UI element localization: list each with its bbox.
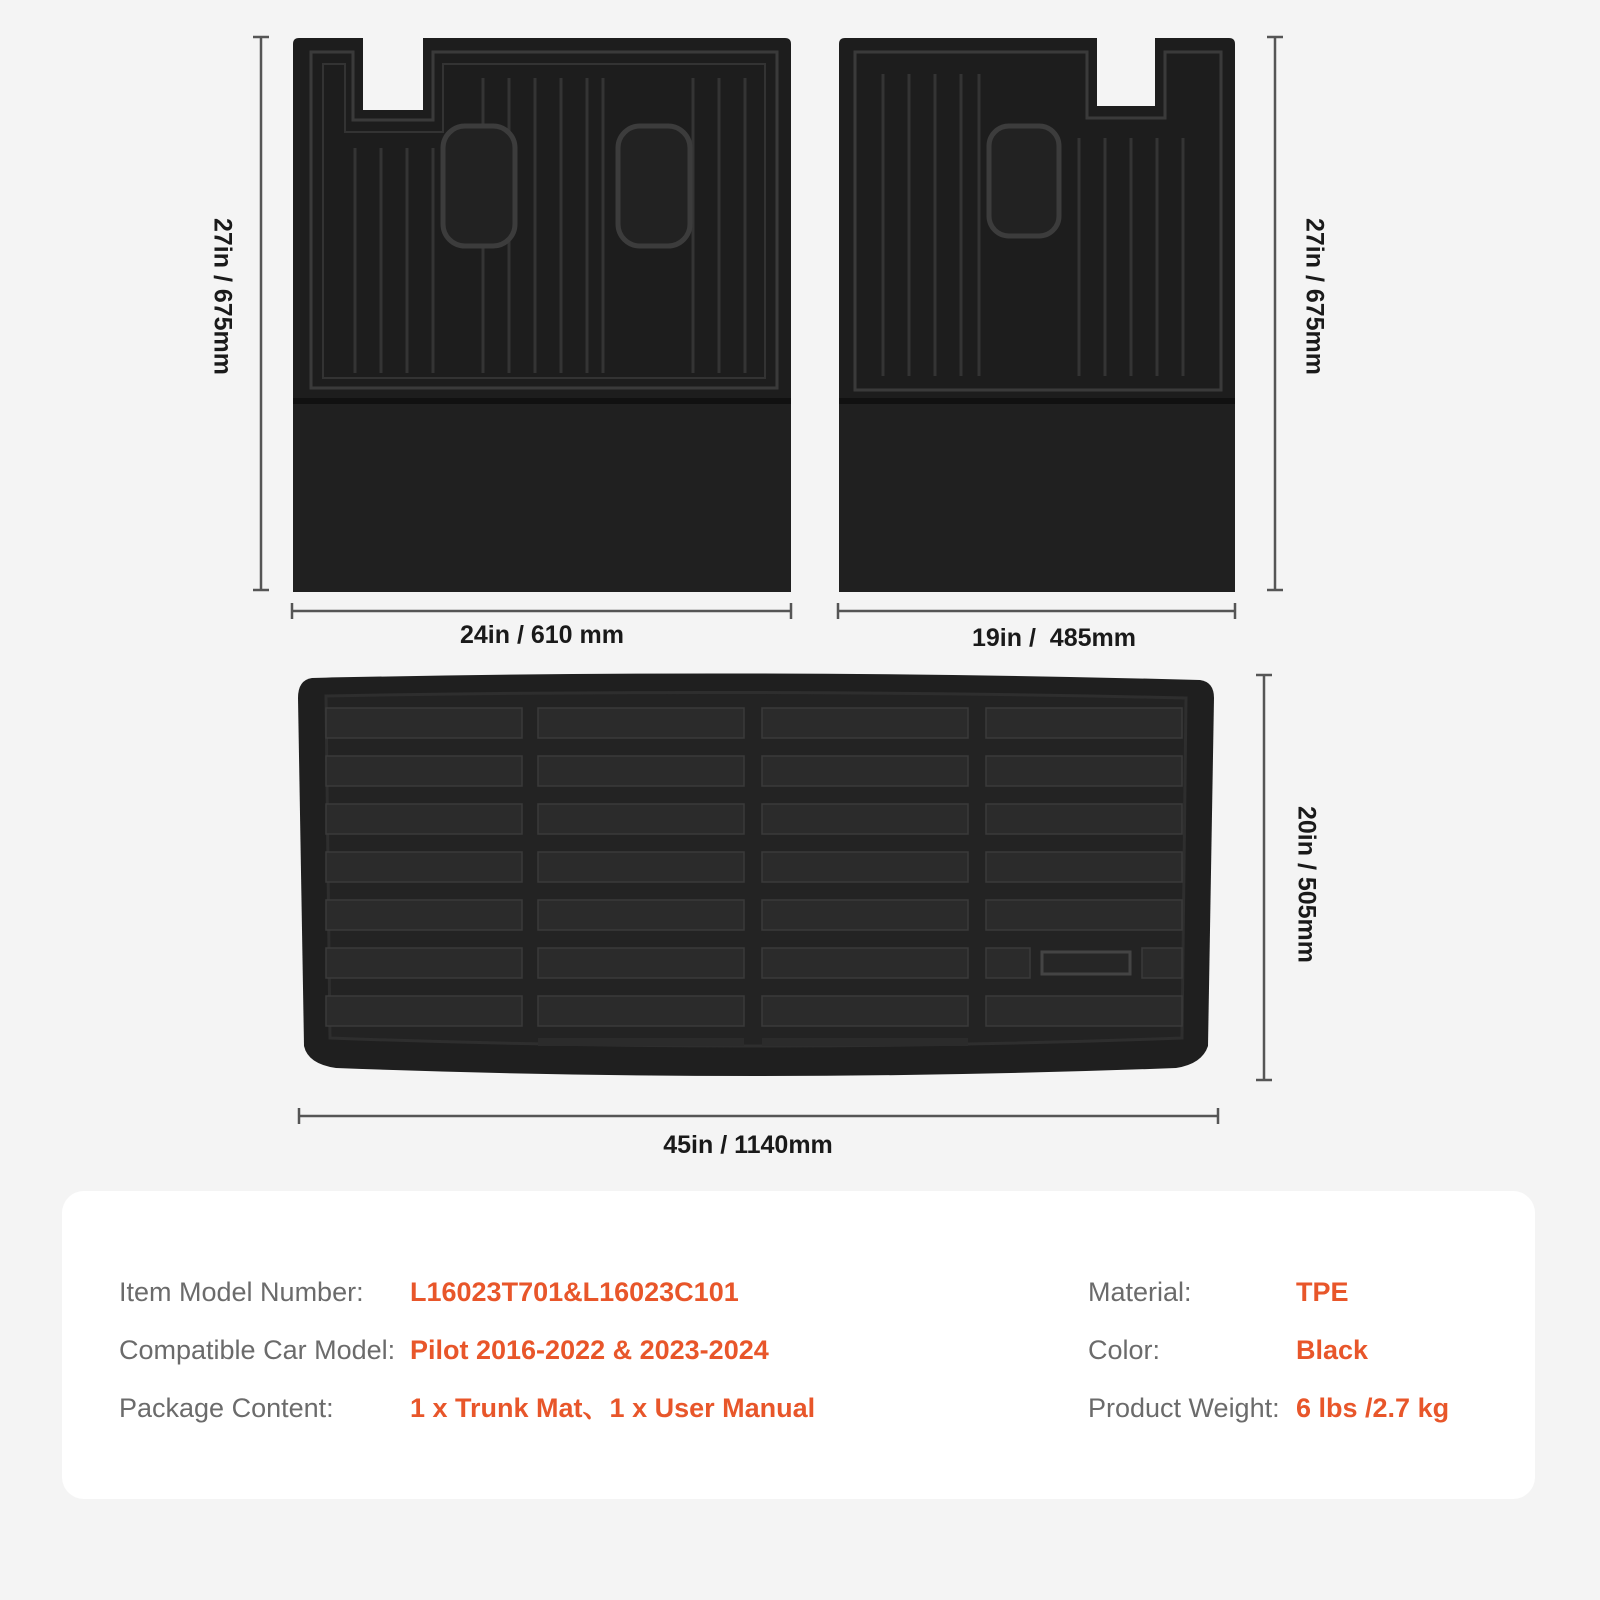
spec-value-color: Black [1296, 1335, 1369, 1365]
right-mat-height-label: 27in / 675mm [1300, 217, 1329, 376]
right-mat-width-label: 19in / 485mm [972, 624, 1136, 652]
trunk-mat-height-label: 20in / 505mm [1292, 805, 1321, 964]
spec-key-weight: Product Weight: [1088, 1393, 1280, 1423]
spec-card [62, 1191, 1535, 1499]
spec-key-compatible-model: Compatible Car Model: [119, 1335, 396, 1365]
spec-value-model-number: L16023T701&L16023C101 [410, 1277, 739, 1307]
trunk-mat-width-label: 45in / 1140mm [663, 1131, 833, 1159]
spec-key-model-number: Item Model Number: [119, 1277, 364, 1307]
left-mat-width-label: 24in / 610 mm [460, 621, 624, 649]
spec-value-material: TPE [1296, 1277, 1349, 1307]
spec-key-color: Color: [1088, 1335, 1161, 1365]
left-mat-height-label: 27in / 675mm [208, 217, 237, 376]
spec-key-package-content: Package Content: [119, 1393, 334, 1423]
spec-value-weight: 6 lbs /2.7 kg [1296, 1393, 1450, 1423]
spec-value-package-content: 1 x Trunk Mat、1 x User Manual [410, 1393, 816, 1423]
spec-value-compatible-model: Pilot 2016-2022 & 2023-2024 [410, 1335, 769, 1365]
spec-key-material: Material: [1088, 1277, 1192, 1307]
